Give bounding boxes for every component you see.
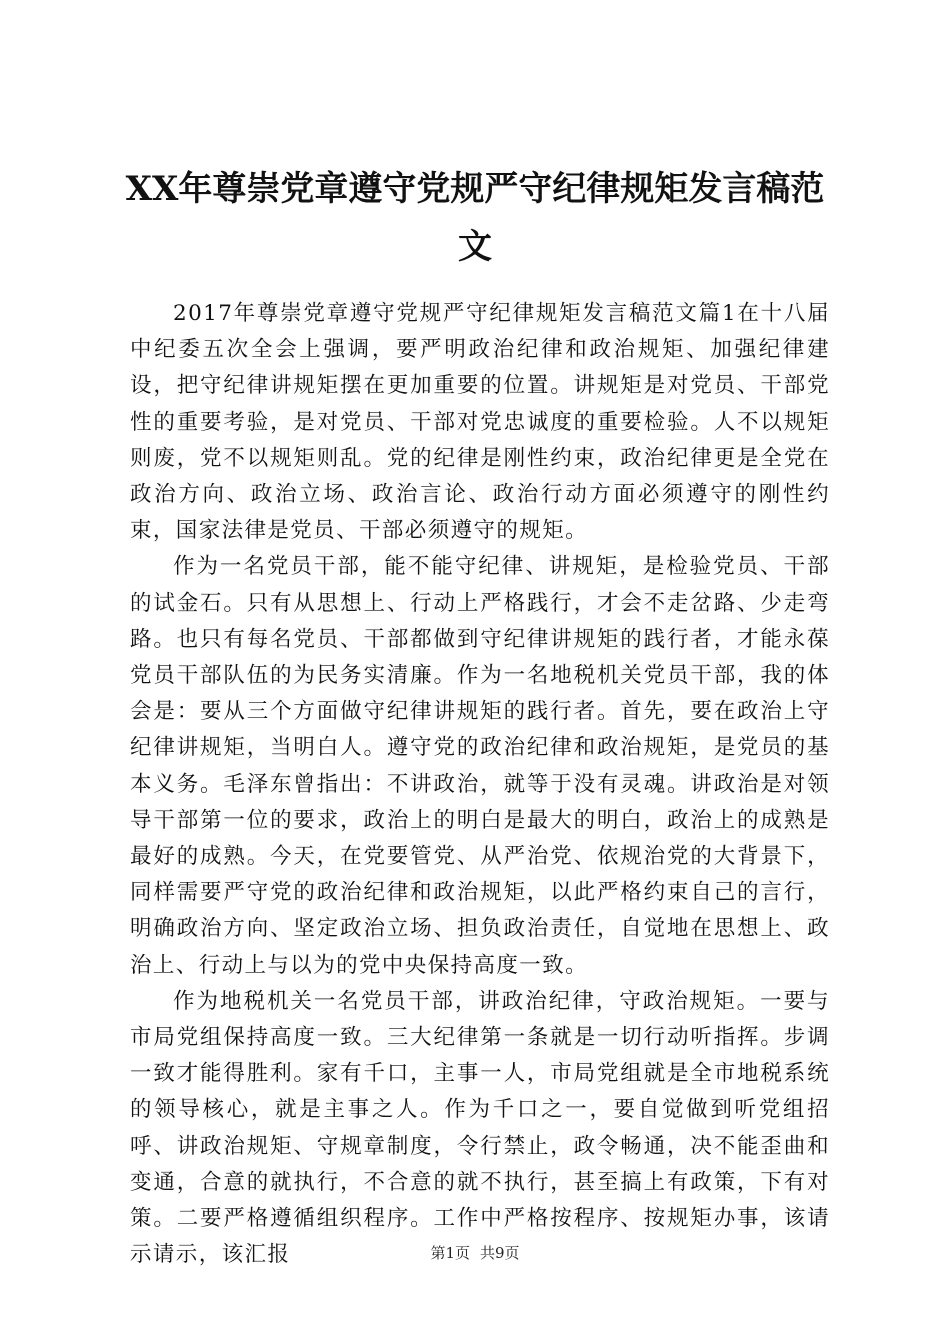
page-footer [0,1243,950,1263]
paragraph-1: 2017年尊崇党章遵守党规严守纪律规矩发言稿范文篇1在十八届中纪委五次全会上强调，要严明政治纪律和政治规矩、加强纪律建设，把守纪律讲规矩摆在更加重要的位置。讲规矩是对党员、干部党性的重要考验，是对党员、干部对党忠诚度的重要检验。人不以规矩则废，党不以规矩则乱。党的纪律是刚性约束，政治纪律更是全党在政治方向、政治立场、政治言论、政治行动方面必须遵守的刚性约束，国家法律是党员、干部必须遵守的规矩。 [130,301,830,544]
page-number-total: 共9页 [480,1244,520,1262]
document-body [130,296,830,1273]
document-title: XX年尊崇党章遵守党规严守纪律规矩发言稿范文 [125,169,825,267]
paragraph-2: 作为一名党员干部，能不能守纪律、讲规矩，是检验党员、干部的试金石。只有从思想上、行动上严格践行，才会不走岔路、少走弯路。也只有每名党员、干部都做到守纪律讲规矩的践行者，才能永葆党员干部队伍的为民务实清廉。作为一名地税机关党员干部，我的体会是：要从三个方面做守纪律讲规矩的践行者。首先，要在政治上守纪律讲规矩，当明白人。遵守党的政治纪律和政治规矩，是党员的基本义务。毛泽东曾指出：不讲政治，就等于没有灵魂。讲政治是对领导干部第一位的要求，政治上的明白是最大的明白，政治上的成熟是最好的成熟。今天，在党要管党、从严治党、依规治党的大背景下，同样需要严守党的政治纪律和政治规矩，以此严格约束自己的言行，明确政治方向、坚定政治立场、担负政治责任，自觉地在思想上、政治上、行动上与以为的党中央保持高度一致。 [130,554,830,978]
paragraph-3: 作为地税机关一名党员干部，讲政治纪律，守政治规矩。一要与市局党组保持高度一致。三大纪律第一条就是一切行动听指挥。步调一致才能得胜利。家有千口，主事一人，市局党组就是全市地税系统的领导核心，就是主事之人。作为千口之一，要自觉做到听党组招呼、讲政治规矩、守规章制度，令行禁止，政令畅通，决不能歪曲和变通，合意的就执行，不合意的就不执行，甚至搞上有政策，下有对策。二要严格遵循组织程序。工作中严格按程序、按规矩办事，该请示请示，该汇报 [130,988,830,1268]
page-number-current: 第1页 [430,1244,470,1262]
